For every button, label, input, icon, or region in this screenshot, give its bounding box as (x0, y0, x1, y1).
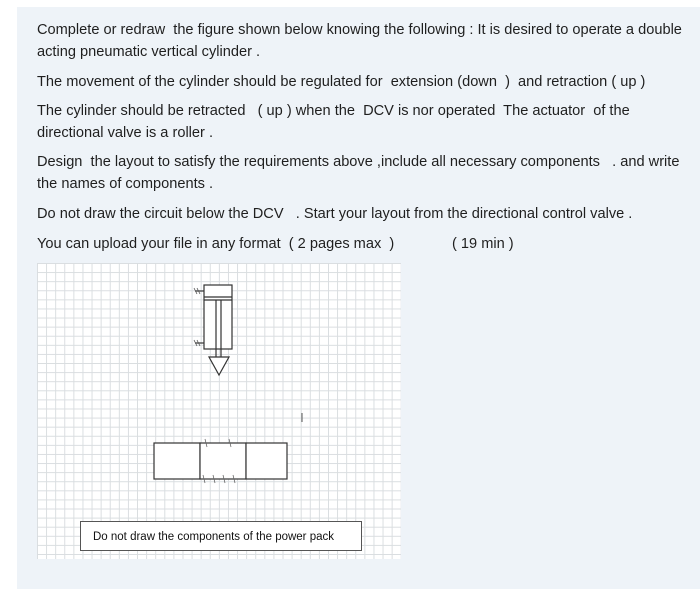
directional-control-valve (154, 443, 287, 479)
question-paragraph-1: Complete or redraw the figure shown below knowing the following : It is desired to operate a double acting pneumatic vertical cylinder . (37, 22, 686, 60)
question-paragraph-3: The cylinder should be retracted ( up ) when the DCV is nor operated The actuator of the directional valve is a roller . (37, 103, 634, 141)
question-paragraph-2: The movement of the cylinder should be regulated for extension (down ) and retraction ( up ) (37, 74, 646, 90)
cylinder-port-marks (194, 288, 200, 346)
question-paragraph-4: Design the layout to satisfy the requirements above ,include all necessary components . and write the names of components . (37, 154, 684, 192)
circuit-drawing (37, 263, 401, 559)
circuit-figure (37, 263, 401, 559)
question-paragraph-6: You can upload your file in any format ( 2 pages max ) (37, 236, 395, 252)
double-acting-cylinder (195, 285, 232, 375)
time-limit: ( 19 min ) (452, 236, 514, 252)
power-pack-note: Do not draw the components of the power pack (80, 521, 362, 551)
question-paragraph-5: Do not draw the circuit below the DCV . Start your layout from the directional control valve . (37, 206, 633, 222)
